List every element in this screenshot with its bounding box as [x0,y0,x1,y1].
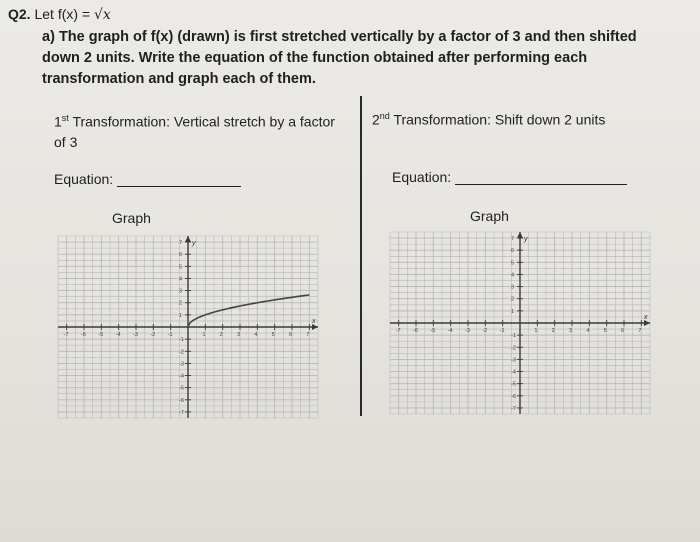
left-coordinate-grid[interactable] [54,232,322,422]
right-equation-blank[interactable] [455,170,627,185]
x-tick-label: -6 [81,332,86,338]
sqrt-x-formula: √x [94,7,111,23]
y-tick-label: -7 [179,409,184,416]
y-tick-label: 7 [511,236,515,243]
y-tick-label: 4 [179,276,183,283]
x-tick-label: -3 [465,328,470,334]
x-tick-label: -2 [482,328,488,334]
column-divider [360,96,362,416]
y-axis-letter: y [192,240,196,247]
y-tick-label: -3 [511,357,516,364]
y-tick-label: 5 [179,264,183,271]
y-tick-label: -6 [511,393,516,400]
y-tick-label: -1 [179,337,184,344]
right-equation [392,169,627,185]
question-title [8,6,111,23]
x-tick-label: 6 [289,332,293,338]
y-tick-label: 7 [179,240,183,247]
x-tick-label: -5 [430,328,436,334]
left-equation [54,171,241,187]
y-tick-label: -6 [179,397,184,404]
y-tick-label: 2 [511,296,515,303]
x-tick-label: 3 [237,332,241,338]
x-tick-label: 4 [254,332,258,338]
x-tick-label: 2 [551,328,555,334]
x-tick-label: 5 [603,328,607,334]
y-tick-label: 1 [179,312,183,319]
x-tick-label: -1 [499,328,505,334]
x-tick-label: 7 [306,332,310,338]
x-axis-letter: x [644,314,648,321]
y-tick-label: -4 [511,369,516,376]
question-prompt [42,27,652,90]
part-label: a) [42,29,55,45]
y-tick-label: -5 [511,381,516,388]
left-graph-label: Graph [112,210,151,226]
y-axis-arrow [185,236,191,242]
question-number: Q2. [8,6,31,22]
y-tick-label: -1 [511,333,516,340]
y-tick-label: 3 [179,288,183,295]
y-tick-label: 6 [179,252,183,259]
x-tick-label: 1 [202,332,206,338]
question-intro: Let f(x) = [34,6,94,22]
y-axis-arrow [517,232,523,238]
x-tick-label: 7 [638,328,642,334]
x-tick-label: 3 [569,328,573,334]
x-tick-label: -2 [150,332,156,338]
x-axis-letter: x [312,318,316,325]
y-tick-label: -2 [511,345,516,352]
y-tick-label: -2 [179,349,184,356]
x-tick-label: 6 [621,328,625,334]
x-tick-label: -4 [447,328,453,334]
right-coordinate-grid[interactable] [386,228,654,418]
x-tick-label: 4 [586,328,590,334]
left-equation-label: Equation: [54,171,114,187]
right-graph-label: Graph [470,208,509,224]
y-tick-label: 3 [511,284,515,291]
x-tick-label: 5 [271,332,275,338]
y-tick-label: 1 [511,308,515,315]
x-tick-label: -7 [395,328,401,334]
first-transformation-title: 1st Transformation: Vertical stretch by a factor of 3 [54,113,335,150]
y-tick-label: 6 [511,248,515,255]
y-tick-label: -3 [179,361,184,368]
x-tick-label: 1 [534,328,538,334]
left-equation-blank[interactable] [117,172,241,187]
x-tick-label: 2 [219,332,223,338]
y-tick-label: -5 [179,385,184,392]
x-tick-label: -1 [167,332,173,338]
x-tick-label: -5 [98,332,104,338]
x-tick-label: -3 [133,332,138,338]
y-tick-label: -7 [511,405,516,412]
y-tick-label: 4 [511,272,515,279]
x-tick-label: -7 [63,332,69,338]
x-tick-label: -4 [115,332,121,338]
y-tick-label: 2 [179,300,183,307]
right-equation-label: Equation: [392,169,452,185]
x-tick-label: -6 [413,328,418,334]
y-tick-label: 5 [511,260,515,267]
prompt-text: The graph of f(x) (drawn) is first stretched vertically by a factor of 3 and then shifted down 2 units. Write the equation of the function obtained after performing each transformation and graph each of them. [42,29,637,87]
y-tick-label: -4 [179,373,184,380]
second-transformation-title: 2nd Transformation: Shift down 2 units [372,111,606,128]
y-axis-letter: y [524,236,528,243]
